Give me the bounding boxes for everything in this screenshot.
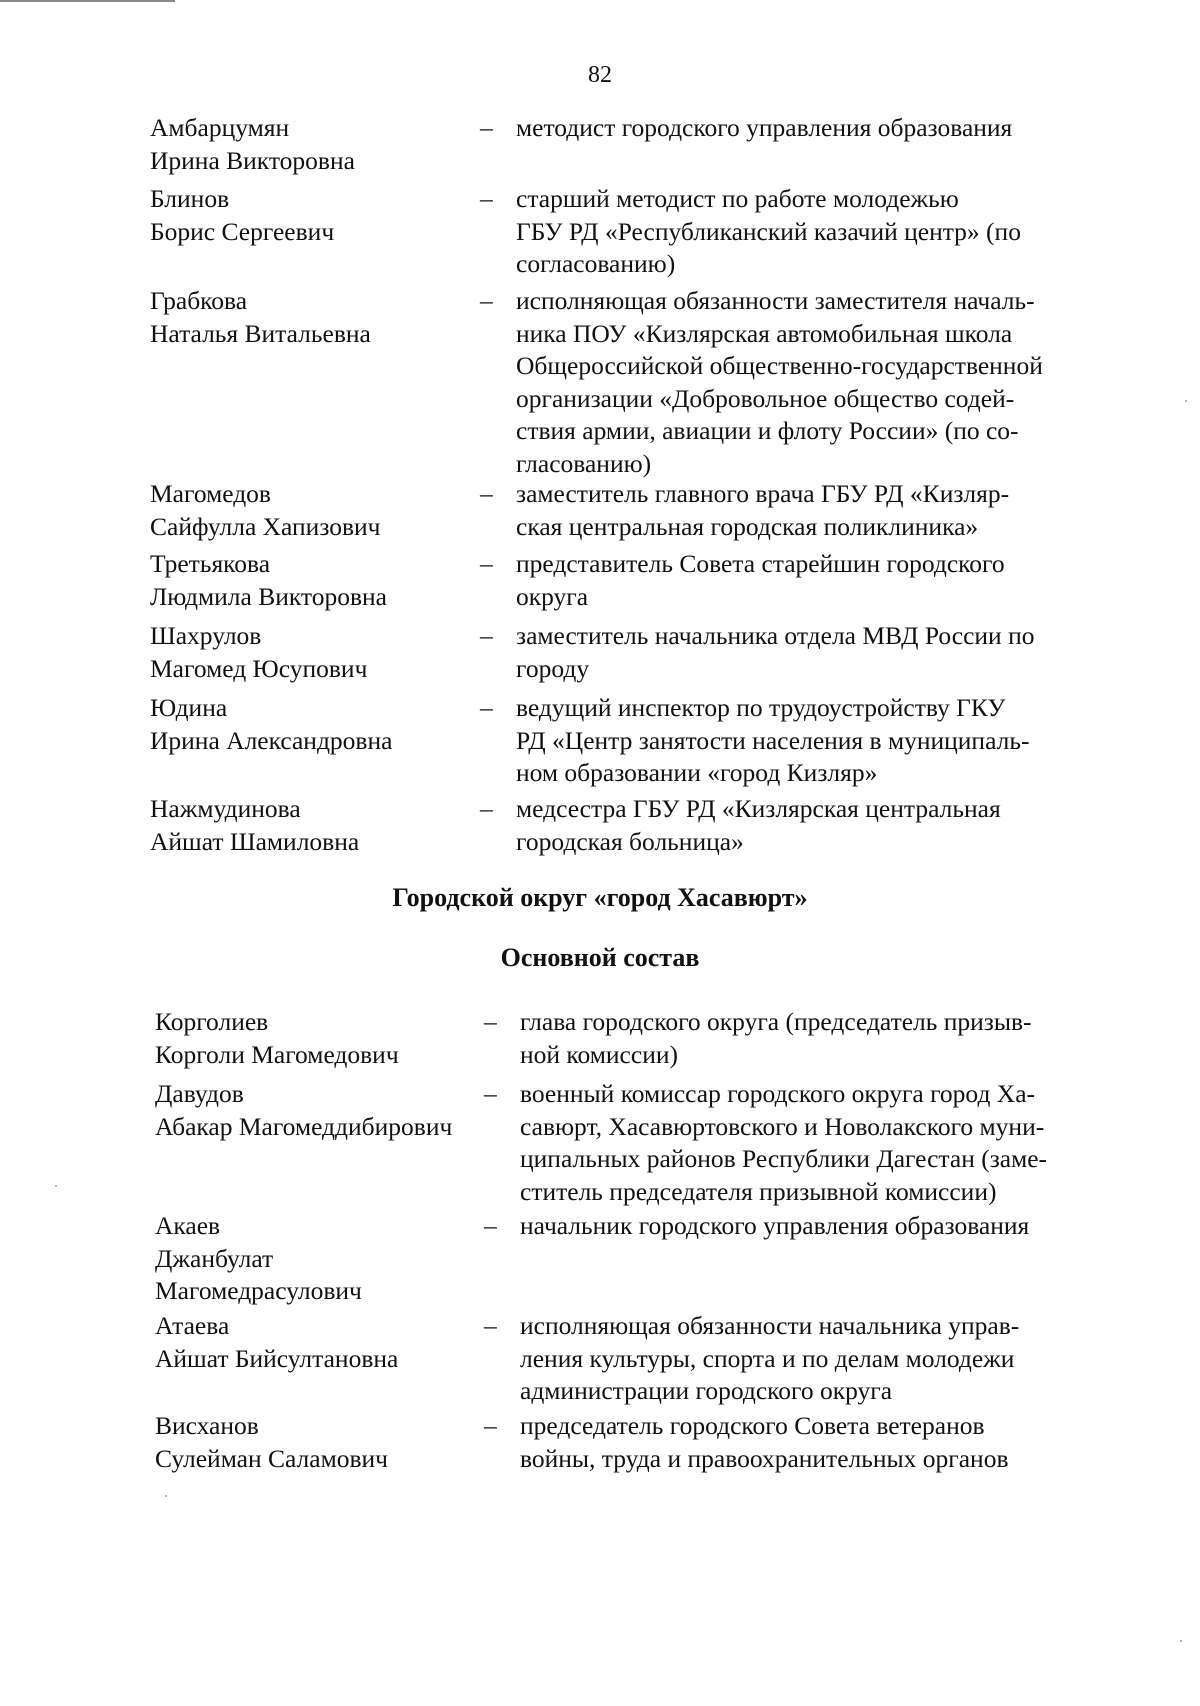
member-role: [516, 478, 1056, 543]
member-name-line: Борис Сергеевич: [150, 216, 335, 246]
member-name-line: Магомедрасулович: [155, 1276, 362, 1305]
member-role-line: ведущий инспектор по трудоустройству ГКУ: [516, 693, 1006, 722]
member-name-line: Наталья Витальевна: [150, 318, 371, 348]
member-role: [520, 1078, 1058, 1208]
member-role-line: РД «Центр занятости населения в муниципаль-: [516, 725, 1030, 755]
member-name-line: Айшат Шамиловна: [150, 826, 360, 856]
member-role-line: заместитель главного врача ГБУ РД «Кизляр-: [516, 479, 1010, 508]
member-role-line: городу: [516, 653, 590, 683]
member-role-line: организации «Добровольное общество содей-: [516, 383, 1015, 413]
member-role-line: администрации городского округа: [520, 1376, 893, 1405]
member-role-line: Общероссийской общественно-государственной: [516, 351, 1043, 380]
member-role-line: ская центральная городская поликлиника»: [516, 511, 979, 541]
member-role-line: военный комиссар городского округа город Ха-: [520, 1079, 1036, 1108]
member-role-line: ника ПОУ «Кизлярская автомобильная школа: [516, 318, 1013, 348]
member-role: [516, 692, 1056, 790]
member-role-line: ствия армии, авиации и флоту России» (по со-: [516, 416, 1019, 445]
member-role: [516, 285, 1056, 480]
member-role: [520, 1210, 1058, 1243]
member-role: [520, 1410, 1058, 1475]
scan-speck: [165, 1495, 167, 1497]
member-role-line: исполняющая обязанности начальника управ-: [520, 1311, 1020, 1340]
member-name-line: Юдина: [150, 693, 228, 722]
scan-edge-line: [0, 0, 175, 2]
member-name-line: Айшат Бийсултановна: [155, 1343, 399, 1373]
member-role: [516, 793, 1056, 858]
member-role-line: войны, труда и правоохранительных органов: [520, 1443, 1009, 1473]
member-name-line: Третьякова: [150, 549, 271, 578]
member-role: [520, 1006, 1058, 1071]
member-name-line: Магомед Юсупович: [150, 653, 368, 683]
member-role: [516, 112, 1056, 145]
dash-separator: –: [480, 794, 493, 823]
dash-separator: –: [484, 1311, 497, 1340]
member-name-line: Ирина Александровна: [150, 725, 393, 755]
member-role-line: ципальных районов Республики Дагестан (заме-: [520, 1144, 1048, 1173]
member-role-line: глава городского округа (председатель призыв-: [520, 1007, 1032, 1036]
member-role-line: ной комиссии): [520, 1039, 678, 1069]
member-role-line: председатель городского Совета ветеранов: [520, 1411, 985, 1440]
dash-separator: –: [480, 621, 493, 650]
scan-speck: [1185, 400, 1187, 402]
dash-separator: –: [480, 184, 493, 213]
dash-separator: –: [484, 1079, 497, 1108]
member-name-line: Корголиев: [155, 1007, 269, 1036]
member-role-line: старший методист по работе молодежью: [516, 184, 959, 213]
scan-speck: [1180, 1640, 1182, 1642]
member-role: [516, 620, 1056, 685]
dash-separator: –: [484, 1411, 497, 1440]
member-name-line: Висханов: [155, 1411, 259, 1440]
member-name-line: Акаев: [155, 1211, 221, 1240]
member-role: [516, 548, 1056, 613]
member-role-line: гласованию): [516, 448, 652, 478]
dash-separator: –: [484, 1007, 497, 1036]
scan-speck: [55, 1185, 57, 1187]
member-role-line: ления культуры, спорта и по делам молодежи: [520, 1343, 1015, 1373]
member-name-line: Людмила Викторовна: [150, 581, 387, 611]
member-role-line: ном образовании «город Кизляр»: [516, 758, 878, 787]
dash-separator: –: [480, 693, 493, 722]
member-role-line: медсестра ГБУ РД «Кизлярская центральная: [516, 794, 1001, 823]
member-role-line: савюрт, Хасавюртовского и Новолакского муни-: [520, 1111, 1045, 1141]
member-name-line: Давудов: [155, 1079, 244, 1108]
member-name-line: Грабкова: [150, 286, 248, 315]
member-role: [520, 1310, 1058, 1408]
member-name-line: Блинов: [150, 184, 230, 213]
member-role: [516, 183, 1056, 281]
member-role-line: ститель председателя призывной комиссии): [520, 1176, 997, 1206]
member-role-line: представитель Совета старейшин городского: [516, 549, 1005, 578]
dash-separator: –: [480, 286, 493, 315]
dash-separator: –: [480, 479, 493, 508]
member-role-line: согласованию): [516, 249, 676, 278]
member-name-line: Магомедов: [150, 479, 271, 508]
section-title: Городской округ «город Хасавюрт»: [392, 883, 808, 912]
member-name-line: Амбарцумян: [150, 113, 290, 142]
member-name-line: Абакар Магомеддибирович: [155, 1111, 453, 1141]
member-role-line: округа: [516, 581, 589, 611]
member-name-line: Шахрулов: [150, 621, 262, 650]
member-name-line: Нажмудинова: [150, 794, 301, 823]
member-name-line: Корголи Магомедович: [155, 1039, 399, 1069]
member-role-line: ГБУ РД «Республиканский казачий центр» (по: [516, 216, 1021, 246]
dash-separator: –: [484, 1211, 497, 1240]
member-name-line: Атаева: [155, 1311, 230, 1340]
dash-separator: –: [480, 549, 493, 578]
member-name-line: Ирина Викторовна: [150, 145, 355, 175]
member-role-line: городская больница»: [516, 826, 744, 856]
member-role-line: начальник городского управления образования: [520, 1211, 1030, 1240]
member-role-line: заместитель начальника отдела МВД России по: [516, 621, 1035, 650]
page-number: 82: [588, 62, 612, 88]
member-name-line: Сулейман Саламович: [155, 1443, 388, 1473]
subsection-title: Основной состав: [500, 943, 700, 972]
member-name-line: Сайфулла Хапизович: [150, 511, 381, 541]
member-role-line: исполняющая обязанности заместителя началь-: [516, 286, 1035, 315]
member-name-line: Джанбулат: [155, 1243, 274, 1273]
dash-separator: –: [480, 113, 493, 142]
member-role-line: методист городского управления образования: [516, 113, 1013, 142]
